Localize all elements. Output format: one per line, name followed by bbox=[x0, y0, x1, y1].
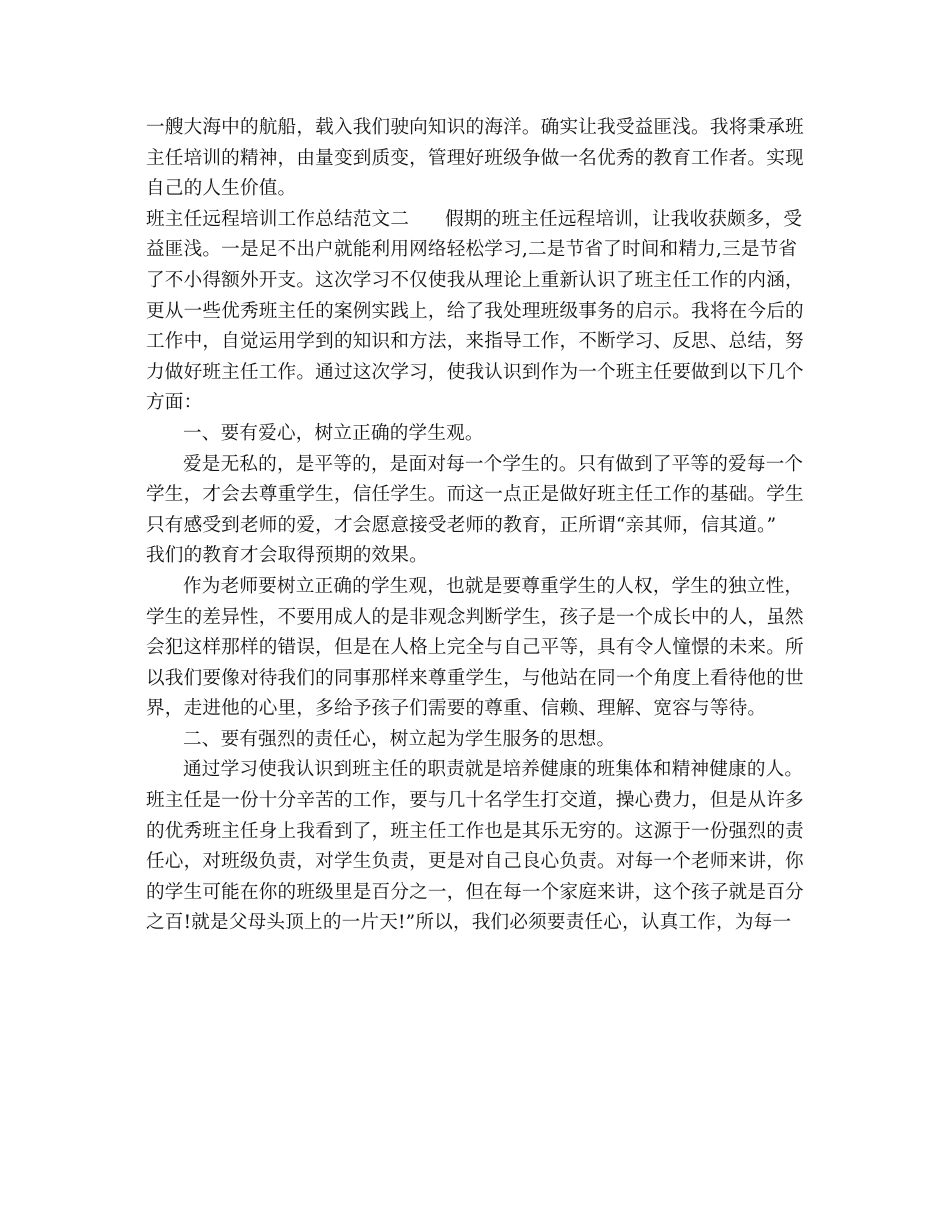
heading-line: 二、要有强烈的责任心，树立起为学生服务的思想。 bbox=[183, 728, 616, 750]
text-line: 益匪浅。一是足不出户就能利用网络轻松学习,二是节省了时间和精力,三是节省 bbox=[146, 239, 798, 261]
text-line: 界，走进他的心里，多给予孩子们需要的尊重、信赖、理解、宽容与等待。 bbox=[146, 698, 767, 720]
text-line: 爱是无私的，是平等的，是面对每一个学生的。只有做到了平等的爱每一个 bbox=[183, 453, 804, 475]
text-line: 以我们要像对待我们的同事那样来尊重学生，与他站在同一个角度上看待他的世 bbox=[146, 667, 804, 689]
text-line: 工作中，自觉运用学到的知识和方法，来指导工作，不断学习、反思、总结，努 bbox=[146, 331, 804, 353]
document-body bbox=[146, 113, 806, 939]
text-line: 方面： bbox=[146, 392, 203, 414]
text-line: 力做好班主任工作。通过这次学习，使我认识到作为一个班主任要做到以下几个 bbox=[146, 361, 804, 383]
text-line: 我们的教育才会取得预期的效果。 bbox=[146, 545, 428, 567]
section-title: 班主任远程培训工作总结范文二 bbox=[146, 208, 410, 230]
text-line-continuation: 假期的班主任远程培训，让我收获颇多，受 bbox=[445, 208, 803, 230]
text-line: 作为老师要树立正确的学生观，也就是要尊重学生的人权，学生的独立性， bbox=[183, 575, 804, 597]
text-line: 更从一些优秀班主任的案例实践上，给了我处理班级事务的启示。我将在今后的 bbox=[146, 300, 804, 322]
text-line bbox=[146, 205, 806, 236]
heading-line: 一、要有爱心，树立正确的学生观。 bbox=[183, 422, 484, 444]
text-line: 会犯这样那样的错误，但是在人格上完全与自己平等，具有令人憧憬的未来。所 bbox=[146, 637, 804, 659]
text-line: 自己的人生价值。 bbox=[146, 178, 297, 200]
text-line: 学生的差异性，不要用成人的是非观念判断学生，孩子是一个成长中的人，虽然 bbox=[146, 606, 804, 628]
text-line: 学生，才会去尊重学生，信任学生。而这一点正是做好班主任工作的基础。学生 bbox=[146, 484, 804, 506]
text-line: 任心，对班级负责，对学生负责，更是对自己良心负责。对每一个老师来讲，你 bbox=[146, 851, 804, 873]
text-line: 只有感受到老师的爱，才会愿意接受老师的教育，正所谓“亲其师，信其道。” bbox=[146, 514, 777, 536]
text-line: 班主任是一份十分辛苦的工作，要与几十名学生打交道，操心费力，但是从许多 bbox=[146, 790, 804, 812]
text-line: 了不小得额外开支。这次学习不仅使我从理论上重新认识了班主任工作的内涵， bbox=[146, 269, 804, 291]
text-line: 通过学习使我认识到班主任的职责就是培养健康的班集体和精神健康的人。 bbox=[183, 759, 804, 781]
text-line: 的优秀班主任身上我看到了，班主任工作也是其乐无穷的。这源于一份强烈的责 bbox=[146, 820, 804, 842]
text-line: 之百!就是父母头顶上的一片天!”所以，我们必须要责任心，认真工作，为每一 bbox=[146, 912, 792, 934]
text-line: 的学生可能在你的班级里是百分之一，但在每一个家庭来讲，这个孩子就是百分 bbox=[146, 881, 804, 903]
text-line: 主任培训的精神，由量变到质变，管理好班级争做一名优秀的教育工作者。实现 bbox=[146, 147, 804, 169]
text-line: 一艘大海中的航船，载入我们驶向知识的海洋。确实让我受益匪浅。我将秉承班 bbox=[146, 117, 804, 138]
